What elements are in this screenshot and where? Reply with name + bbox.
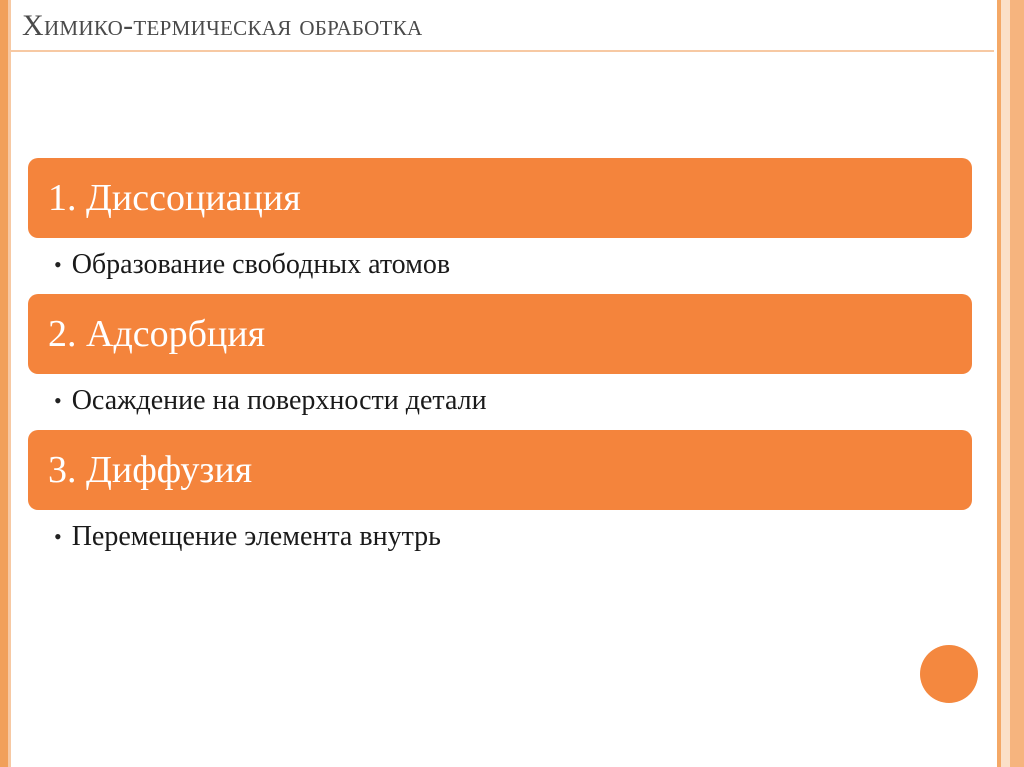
step-band-2 <box>28 294 972 374</box>
bullet-icon: • <box>54 524 62 549</box>
right-edge-light-band <box>1001 0 1010 767</box>
title-divider <box>11 50 994 52</box>
step-band-3 <box>28 430 972 510</box>
bullet-icon: • <box>54 388 62 413</box>
step-heading-3: 3. Диффузия <box>48 449 253 491</box>
step-band-1 <box>28 158 972 238</box>
content-area <box>28 158 972 566</box>
bullet-icon: • <box>54 252 62 277</box>
step-bullet-row-3 <box>28 510 972 566</box>
step-heading-2: 2. Адсорбция <box>48 313 266 355</box>
step-bullet-text-2: Осаждение на поверхности детали <box>71 385 487 416</box>
left-edge-inner-decoration <box>8 0 11 767</box>
step-bullet-row-1 <box>28 238 972 294</box>
step-heading-1: 1. Диссоциация <box>48 177 301 219</box>
step-bullet-text-3: Перемещение элемента внутрь <box>71 521 441 552</box>
right-edge-band <box>1010 0 1024 767</box>
decorative-circle <box>920 645 978 703</box>
step-bullet-row-2 <box>28 374 972 430</box>
step-bullet-text-1: Образование свободных атомов <box>71 249 451 280</box>
page-title: Химико-термическая обработка <box>22 9 423 42</box>
left-edge-decoration <box>0 0 8 767</box>
